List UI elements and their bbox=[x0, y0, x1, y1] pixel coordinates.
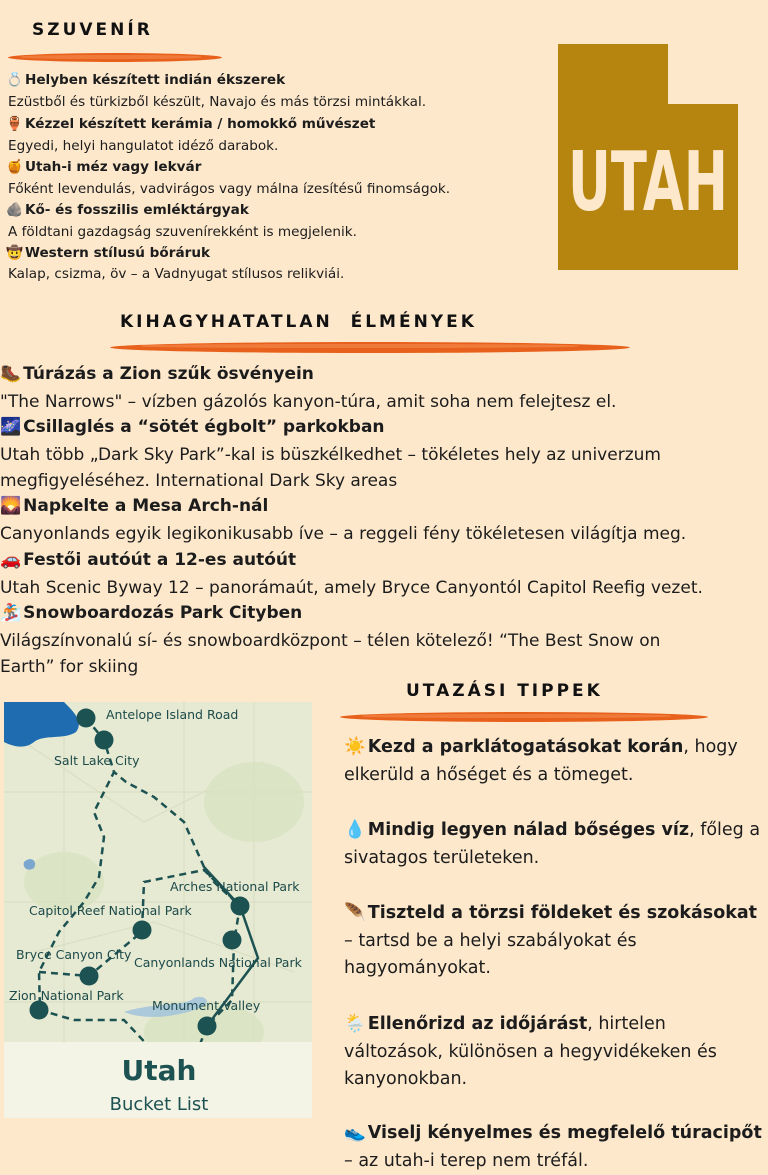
experience-desc: Utah Scenic Byway 12 – panorámaút, amely Bryce Canyontól Capitol Reefig vezet. bbox=[0, 578, 703, 598]
experience-desc: Canyonlands egyik legikonikusabb íve – a reggeli fény tökéletesen világítja meg. bbox=[0, 524, 687, 544]
souvenir-desc: Egyedi, helyi hangulatot idéző darabok. bbox=[8, 138, 279, 154]
map-title: Utah bbox=[121, 1054, 197, 1087]
marker-monument-valley bbox=[198, 1017, 217, 1036]
experience-title: 🏂 Snowboardozás Park Cityben bbox=[0, 603, 303, 623]
vase-icon: 🏺 bbox=[6, 116, 23, 132]
tip-item: 🌦️ Ellenőrizd az időjárást, hirtelen változások, különösen a hegyvidékeken és kanyonokban. bbox=[344, 1011, 762, 1094]
souvenir-title: 🪨 Kő- és fosszilis emléktárgyak bbox=[6, 202, 249, 218]
feather-icon: 🪶 bbox=[344, 903, 366, 923]
souvenir-title: 💍 Helyben készített indián ékszerek bbox=[6, 72, 286, 88]
souvenir-title: 🏺 Kézzel készített kerámia / homokkő művészet bbox=[6, 116, 376, 132]
ring-icon: 💍 bbox=[6, 72, 23, 88]
tips-underline bbox=[340, 712, 708, 722]
experience-title: 🚗 Festői autóút a 12-es autóút bbox=[0, 550, 297, 570]
souvenirs-heading: SZUVENÍR bbox=[32, 20, 153, 40]
snowboarder-icon: 🏂 bbox=[0, 603, 22, 623]
cowboy-hat-icon: 🤠 bbox=[6, 245, 23, 261]
rock-icon: 🪨 bbox=[6, 202, 23, 218]
hiking-boot-icon: 🥾 bbox=[0, 364, 22, 384]
experience-title: 🌄 Napkelte a Mesa Arch-nál bbox=[0, 496, 269, 516]
marker-arches bbox=[231, 897, 250, 916]
experience-title: 🌌 Csillaglés a “sötét égbolt” parkokban bbox=[0, 417, 385, 437]
water-drop-icon: 💧 bbox=[344, 820, 366, 840]
car-icon: 🚗 bbox=[0, 550, 22, 570]
map-label: Arches National Park bbox=[170, 879, 300, 894]
experience-title: 🥾 Túrázás a Zion szűk ösvényein bbox=[0, 364, 314, 384]
marker-bryce bbox=[80, 967, 99, 986]
souvenir-title: 🤠 Western stílusú bőráruk bbox=[6, 245, 211, 261]
weather-icon: 🌦️ bbox=[344, 1014, 366, 1034]
marker-zion bbox=[30, 1001, 49, 1020]
tip-item: ☀️ Kezd a parklátogatásokat korán, hogy elkerüld a hőséget és a tömeget. bbox=[344, 734, 762, 789]
experience-desc: Utah több „Dark Sky Park”-kal is büszkélkedhet – tökéletes hely az univerzum bbox=[0, 445, 661, 465]
tip-item: 👟 Viselj kényelmes és megfelelő túracipőt – az utah-i terep nem tréfál. bbox=[344, 1120, 762, 1175]
map-label: Bryce Canyon City bbox=[16, 947, 132, 962]
souvenir-title: 🍯 Utah-i méz vagy lekvár bbox=[6, 159, 202, 175]
sun-icon: ☀️ bbox=[344, 737, 366, 757]
souvenir-desc: A földtani gazdagság szuvenírekként is megjelenik. bbox=[8, 224, 358, 240]
utah-bucket-list-map bbox=[4, 702, 312, 1118]
marker-salt-lake-city bbox=[95, 731, 114, 750]
souvenir-desc: Ezüstből és türkizből készült, Navajo és más törzsi mintákkal. bbox=[8, 94, 427, 110]
map-label: Canyonlands National Park bbox=[134, 955, 302, 970]
souvenir-desc: Főként levendulás, vadvirágos vagy málna ízesítésű finomságok. bbox=[8, 181, 451, 197]
map-label: Salt Lake City bbox=[54, 753, 140, 768]
hiking-shoe-icon: 👟 bbox=[344, 1123, 366, 1143]
map-label: Antelope Island Road bbox=[106, 707, 239, 722]
experience-desc: megfigyeléséhez. International Dark Sky areas bbox=[0, 471, 398, 491]
marker-antelope-island bbox=[77, 709, 96, 728]
marker-canyonlands bbox=[223, 931, 242, 950]
experiences-heading: KIHAGYHATATLAN ÉLMÉNYEK bbox=[120, 312, 477, 332]
experience-desc: "The Narrows" – vízben gázolós kanyon-túra, amit soha nem felejtesz el. bbox=[0, 392, 617, 412]
utah-state-logo bbox=[556, 42, 740, 272]
map-label: Zion National Park bbox=[9, 988, 124, 1003]
map-subtitle: Bucket List bbox=[109, 1094, 209, 1115]
experiences-underline bbox=[110, 342, 630, 353]
utah-logo-text: UTAH bbox=[568, 135, 728, 230]
honey-pot-icon: 🍯 bbox=[6, 159, 23, 175]
souvenir-desc: Kalap, csizma, öv – a Vadnyugat stílusos relikviái. bbox=[8, 266, 345, 282]
experience-desc: Earth” for skiing bbox=[0, 657, 139, 677]
map-label: Capitol Reef National Park bbox=[29, 903, 192, 918]
milky-way-icon: 🌌 bbox=[0, 417, 22, 437]
souvenirs-underline bbox=[8, 53, 222, 62]
tip-item: 🪶 Tiszteld a törzsi földeket és szokásokat – tartsd be a helyi szabályokat és hagyományokat. bbox=[344, 900, 762, 983]
experience-desc: Világszínvonalú sí- és snowboardközpont – télen kötelező! “The Best Snow on bbox=[0, 631, 661, 651]
tips-heading: UTAZÁSI TIPPEK bbox=[406, 681, 603, 701]
marker-capitol-reef bbox=[133, 921, 152, 940]
sunrise-icon: 🌄 bbox=[0, 496, 22, 516]
map-label: Monument Valley bbox=[152, 998, 261, 1013]
tip-item: 💧 Mindig legyen nálad bőséges víz, főleg a sivatagos területeken. bbox=[344, 817, 762, 872]
